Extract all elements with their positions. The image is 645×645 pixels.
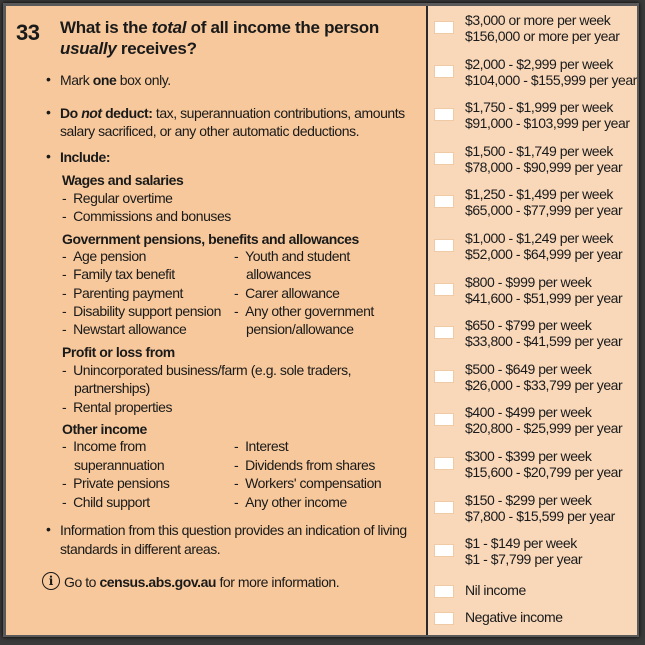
option-week-text: $150 - $299 per week [465, 491, 592, 508]
option-label[interactable] [465, 317, 622, 349]
option-week-text: $1,250 - $1,499 per week [465, 186, 613, 203]
option-checkbox[interactable] [434, 413, 454, 426]
option-week-text: $500 - $649 per week [465, 360, 592, 377]
option-week-text: $1,750 - $1,999 per week [465, 99, 613, 116]
option-checkbox[interactable] [434, 585, 454, 598]
list-item: - Youth and student [234, 248, 350, 264]
list-item: - Newstart allowance [62, 321, 187, 337]
list-item: - Any other income [234, 494, 347, 510]
info-note-line2: standards in different areas. [60, 541, 221, 557]
option-year-text: $33,800 - $41,599 per year [465, 333, 623, 350]
list-item: - Workers' compensation [234, 475, 382, 491]
option-week-text: $3,000 or more per week [465, 12, 611, 28]
option-year-text: $52,000 - $64,999 per year [465, 246, 623, 262]
option-text: Nil income [465, 582, 526, 598]
option-label[interactable] [465, 535, 582, 567]
option-week-text: $1,000 - $1,249 per week [465, 230, 613, 246]
go-to-website-note: Go to census.abs.gov.au for more information. [64, 574, 340, 590]
option-checkbox[interactable] [434, 21, 454, 34]
option-year-text: $91,000 - $103,999 per year [465, 115, 630, 132]
option-label[interactable] [465, 609, 563, 625]
question-title-line2: usually receives? [60, 39, 197, 58]
list-item: - Disability support pension [62, 303, 221, 319]
option-year-text: $78,000 - $90,999 per year [465, 158, 623, 175]
option-year-text: $26,000 - $33,799 per year [465, 376, 623, 393]
option-week-text: $2,000 - $2,999 per week [465, 55, 613, 72]
option-year-text: $15,600 - $20,799 per year [465, 464, 623, 480]
option-week-text: $400 - $499 per week [465, 404, 592, 421]
gov-heading: Government pensions, benefits and allowances [62, 231, 359, 247]
option-week-text: $650 - $799 per week [465, 317, 592, 334]
website-link[interactable]: census.abs.gov.au [99, 574, 217, 590]
wages-heading: Wages and salaries [62, 172, 184, 188]
bullet: • [46, 521, 51, 537]
option-year-text: $1 - $7,799 per year [465, 551, 583, 568]
bullet: • [46, 71, 51, 87]
option-label[interactable] [465, 99, 630, 131]
list-item: - Family tax benefit [62, 266, 175, 282]
option-text: Negative income [465, 609, 563, 625]
list-item: - Rental properties [62, 399, 173, 415]
include-heading: Include: [60, 149, 111, 165]
list-item: - Carer allowance [234, 285, 340, 301]
list-item: - Parenting payment [62, 285, 183, 301]
list-item: - Regular overtime [62, 190, 173, 206]
info-note: Information from this question provides an indication of living [60, 522, 407, 538]
question-panel [6, 6, 426, 635]
option-checkbox[interactable] [434, 108, 454, 121]
list-item: - Private pensions [62, 475, 170, 491]
do-not-deduct-line2: salary sacrificed, or any other automatic deductions. [60, 123, 360, 139]
option-checkbox[interactable] [434, 370, 454, 383]
option-year-text: $156,000 or more per year [465, 28, 620, 44]
option-year-text: $65,000 - $77,999 per year [465, 202, 623, 219]
option-week-text: $300 - $399 per week [465, 448, 592, 464]
option-checkbox[interactable] [434, 544, 454, 557]
option-label[interactable] [465, 582, 526, 598]
bullet: • [46, 148, 51, 164]
option-year-text: $41,600 - $51,999 per year [465, 289, 623, 306]
list-item: - Income from [62, 438, 146, 454]
list-item: - Dividends from shares [234, 457, 375, 473]
option-checkbox[interactable] [434, 152, 454, 165]
option-checkbox[interactable] [434, 457, 454, 470]
option-label[interactable] [465, 143, 622, 175]
option-label[interactable] [465, 274, 622, 306]
list-item: - Commissions and bonuses [62, 208, 231, 224]
option-checkbox[interactable] [434, 612, 454, 625]
question-number: 33 [16, 20, 40, 45]
option-week-text: $1,500 - $1,749 per week [465, 142, 613, 159]
option-label[interactable] [465, 404, 622, 436]
option-label[interactable] [465, 448, 622, 480]
option-label[interactable] [465, 361, 622, 393]
option-checkbox[interactable] [434, 501, 454, 514]
list-item: - Child support [62, 494, 150, 510]
option-year-text: $20,800 - $25,999 per year [465, 420, 623, 437]
list-item-continued: partnerships) [74, 380, 150, 396]
option-checkbox[interactable] [434, 195, 454, 208]
option-year-text: $104,000 - $155,999 per year [465, 71, 637, 88]
list-item-continued: superannuation [74, 457, 165, 473]
profit-heading: Profit or loss from [62, 344, 175, 360]
option-checkbox[interactable] [434, 326, 454, 339]
mark-one-instruction: Mark one box only. [60, 72, 171, 88]
other-income-heading: Other income [62, 421, 147, 437]
answer-options [428, 6, 637, 635]
option-week-text: $800 - $999 per week [465, 273, 592, 290]
option-checkbox[interactable] [434, 283, 454, 296]
option-label[interactable] [465, 230, 622, 262]
option-label[interactable] [465, 56, 637, 88]
bullet: • [46, 104, 51, 120]
option-year-text: $7,800 - $15,599 per year [465, 507, 615, 524]
option-week-text: $1 - $149 per week [465, 535, 577, 552]
list-item: - Age pension [62, 248, 147, 264]
option-label[interactable] [465, 12, 620, 44]
list-item-continued: pension/allowance [246, 321, 354, 337]
option-label[interactable] [465, 492, 615, 524]
option-checkbox[interactable] [434, 65, 454, 78]
option-checkbox[interactable] [434, 239, 454, 252]
info-circle-icon: i [42, 572, 60, 590]
question-title: What is the total of all income the person [60, 18, 379, 37]
option-label[interactable] [465, 186, 622, 218]
list-item: - Any other government [234, 303, 374, 319]
list-item: - Unincorporated business/farm (e.g. sole traders, [62, 362, 352, 378]
list-item-continued: allowances [246, 266, 311, 282]
do-not-deduct-instruction: Do not deduct: tax, superannuation contributions, amounts [60, 105, 405, 121]
list-item: - Interest [234, 438, 289, 454]
